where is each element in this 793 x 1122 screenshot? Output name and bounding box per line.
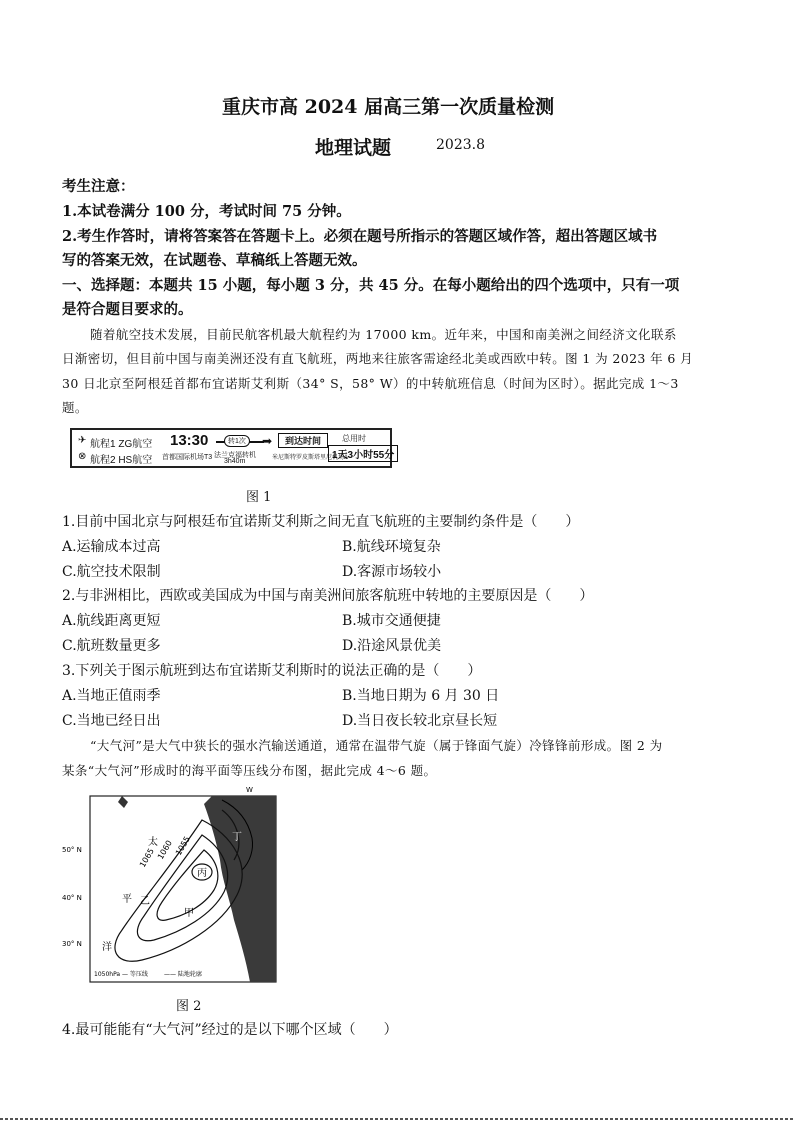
departure-time: 13:30 <box>170 432 209 449</box>
figure-1-caption: 图 1 <box>246 490 272 505</box>
departure-airport: 首都国际机场T3 <box>162 454 213 461</box>
flight-leg-1: 航程1 ZG航空 <box>90 439 153 450</box>
figure-2-isobar-map <box>62 780 282 985</box>
ocean-label-yang: 洋 <box>102 942 112 953</box>
total-time-label: 总用时 <box>342 434 366 443</box>
question-3-stem: 3.下列关于图示航班到达布宜诺斯艾利斯时的说法正确的是（ ） <box>62 663 482 679</box>
point-label-ding: 丁 <box>232 832 242 843</box>
passage1-line-2: 日渐密切，但目前中国与南美洲还没有直飞航班，两地来往旅客需途经北美或西欧中转。图 1 为 2023 年 6 月 <box>62 351 694 366</box>
lon-label-w: W <box>246 786 253 794</box>
passage1-line-1: 随着航空技术发展，目前民航客机最大航程约为 17000 km。近年来，中国和南美洲之间经济文化联系 <box>90 327 677 342</box>
section-heading-line-2: 是符合题目要求的。 <box>62 301 193 318</box>
question-1-option-d: D.客源市场较小 <box>342 564 442 580</box>
passage1-line-4: 题。 <box>62 400 88 415</box>
airline-logo-icon-2: ⊗ <box>78 451 87 462</box>
isobar-label-1065: 1065 <box>137 846 156 869</box>
bottom-dashed-rule <box>0 1118 793 1120</box>
lat-label-30n: 30° N <box>62 940 82 948</box>
arrow-right-icon: ➡ <box>262 434 273 448</box>
question-1-option-c: C.航空技术限制 <box>62 564 161 580</box>
arrival-label: 到达时间 <box>278 433 328 448</box>
passage2-line-2: 某条“大气河”形成时的海平面等压线分布图，据此完成 4～6 题。 <box>62 763 437 778</box>
subject-title: 地理试题 <box>315 137 392 159</box>
question-2-stem: 2.与非洲相比，西欧或美国成为中国与南美洲间旅客航班中转地的主要原因是（ ） <box>62 588 594 604</box>
question-2-option-c: C.航班数量更多 <box>62 638 161 654</box>
isobar-label-1060: 1060 <box>155 838 174 861</box>
section-heading-line-1: 一、选择题：本题共 15 小题，每小题 3 分，共 45 分。在每小题给出的四个选项中，只有一项 <box>62 277 680 294</box>
legend-coastline: —— 陆地轮廓 <box>164 971 202 978</box>
notice-item-2-line-2: 写的答案无效，在试题卷、草稿纸上答题无效。 <box>62 252 367 269</box>
question-4-stem: 4.最可能能有“大气河”经过的是以下哪个区域（ ） <box>62 1022 398 1038</box>
question-1-option-a: A.运输成本过高 <box>62 539 161 555</box>
airline-logo-icon: ✈ <box>78 435 87 446</box>
lat-label-40n: 40° N <box>62 894 82 902</box>
passage1-line-3: 30 日北京至阿根廷首都布宜诺斯艾利斯（34° S，58° W）的中转航班信息（时间为区时）。据此完成 1～3 <box>62 376 679 391</box>
notice-heading: 考生注意： <box>62 178 135 195</box>
question-3-option-c: C.当地已经日出 <box>62 713 161 729</box>
exam-date: 2023.8 <box>436 137 485 153</box>
point-label-jia: 甲 <box>184 908 194 919</box>
question-1-stem: 1.目前中国北京与阿根廷布宜诺斯艾利斯之间无直飞航班的主要制约条件是（ ） <box>62 514 580 530</box>
question-2-option-a: A.航线距离更短 <box>62 613 161 629</box>
figure-2-caption: 图 2 <box>176 999 202 1014</box>
transfer-duration: 3h40m <box>224 458 246 465</box>
notice-item-2-line-1: 2.考生作答时，请将答案答在答题卡上。必须在题号所指示的答题区域作答，超出答题区域书 <box>62 228 658 245</box>
question-3-option-a: A.当地正值雨季 <box>62 688 161 704</box>
arrival-airport: 米尼斯特罗皮斯塔里尼机场A <box>272 455 349 461</box>
question-3-option-b: B.当地日期为 6 月 30 日 <box>342 688 500 704</box>
legend-isobar: 1050hPa — 等压线 <box>94 971 148 978</box>
question-2-option-b: B.城市交通便捷 <box>342 613 441 629</box>
transfer-badge: 转1次 <box>224 435 250 447</box>
question-1-option-b: B.航线环境复杂 <box>342 539 441 555</box>
isobar-label-1055: 1055 <box>173 834 192 857</box>
transfer-city: 法兰克福转机 <box>214 452 256 459</box>
exam-title: 重庆市高 2024 届高三第一次质量检测 <box>222 96 555 118</box>
flight-leg-2: 航程2 HS航空 <box>90 455 153 466</box>
lat-label-50n: 50° N <box>62 846 82 854</box>
passage2-line-1: “大气河”是大气中狭长的强水汽输送通道，通常在温带气旋（属于锋面气旋）冷锋锋前形成。图 2 为 <box>90 738 663 753</box>
ocean-label-tai: 太 <box>148 837 158 848</box>
figure-1-flight-info <box>70 428 395 468</box>
question-2-option-d: D.沿途风景优美 <box>342 638 442 654</box>
question-3-option-d: D.当日夜长较北京昼长短 <box>342 713 498 729</box>
point-label-yi: 乙 <box>140 896 150 907</box>
total-time-value: 1天3小时55分 <box>328 445 398 462</box>
point-label-bing: 丙 <box>197 868 207 879</box>
ocean-label-ping: 平 <box>122 894 132 905</box>
notice-item-1: 1.本试卷满分 100 分，考试时间 75 分钟。 <box>62 203 351 220</box>
